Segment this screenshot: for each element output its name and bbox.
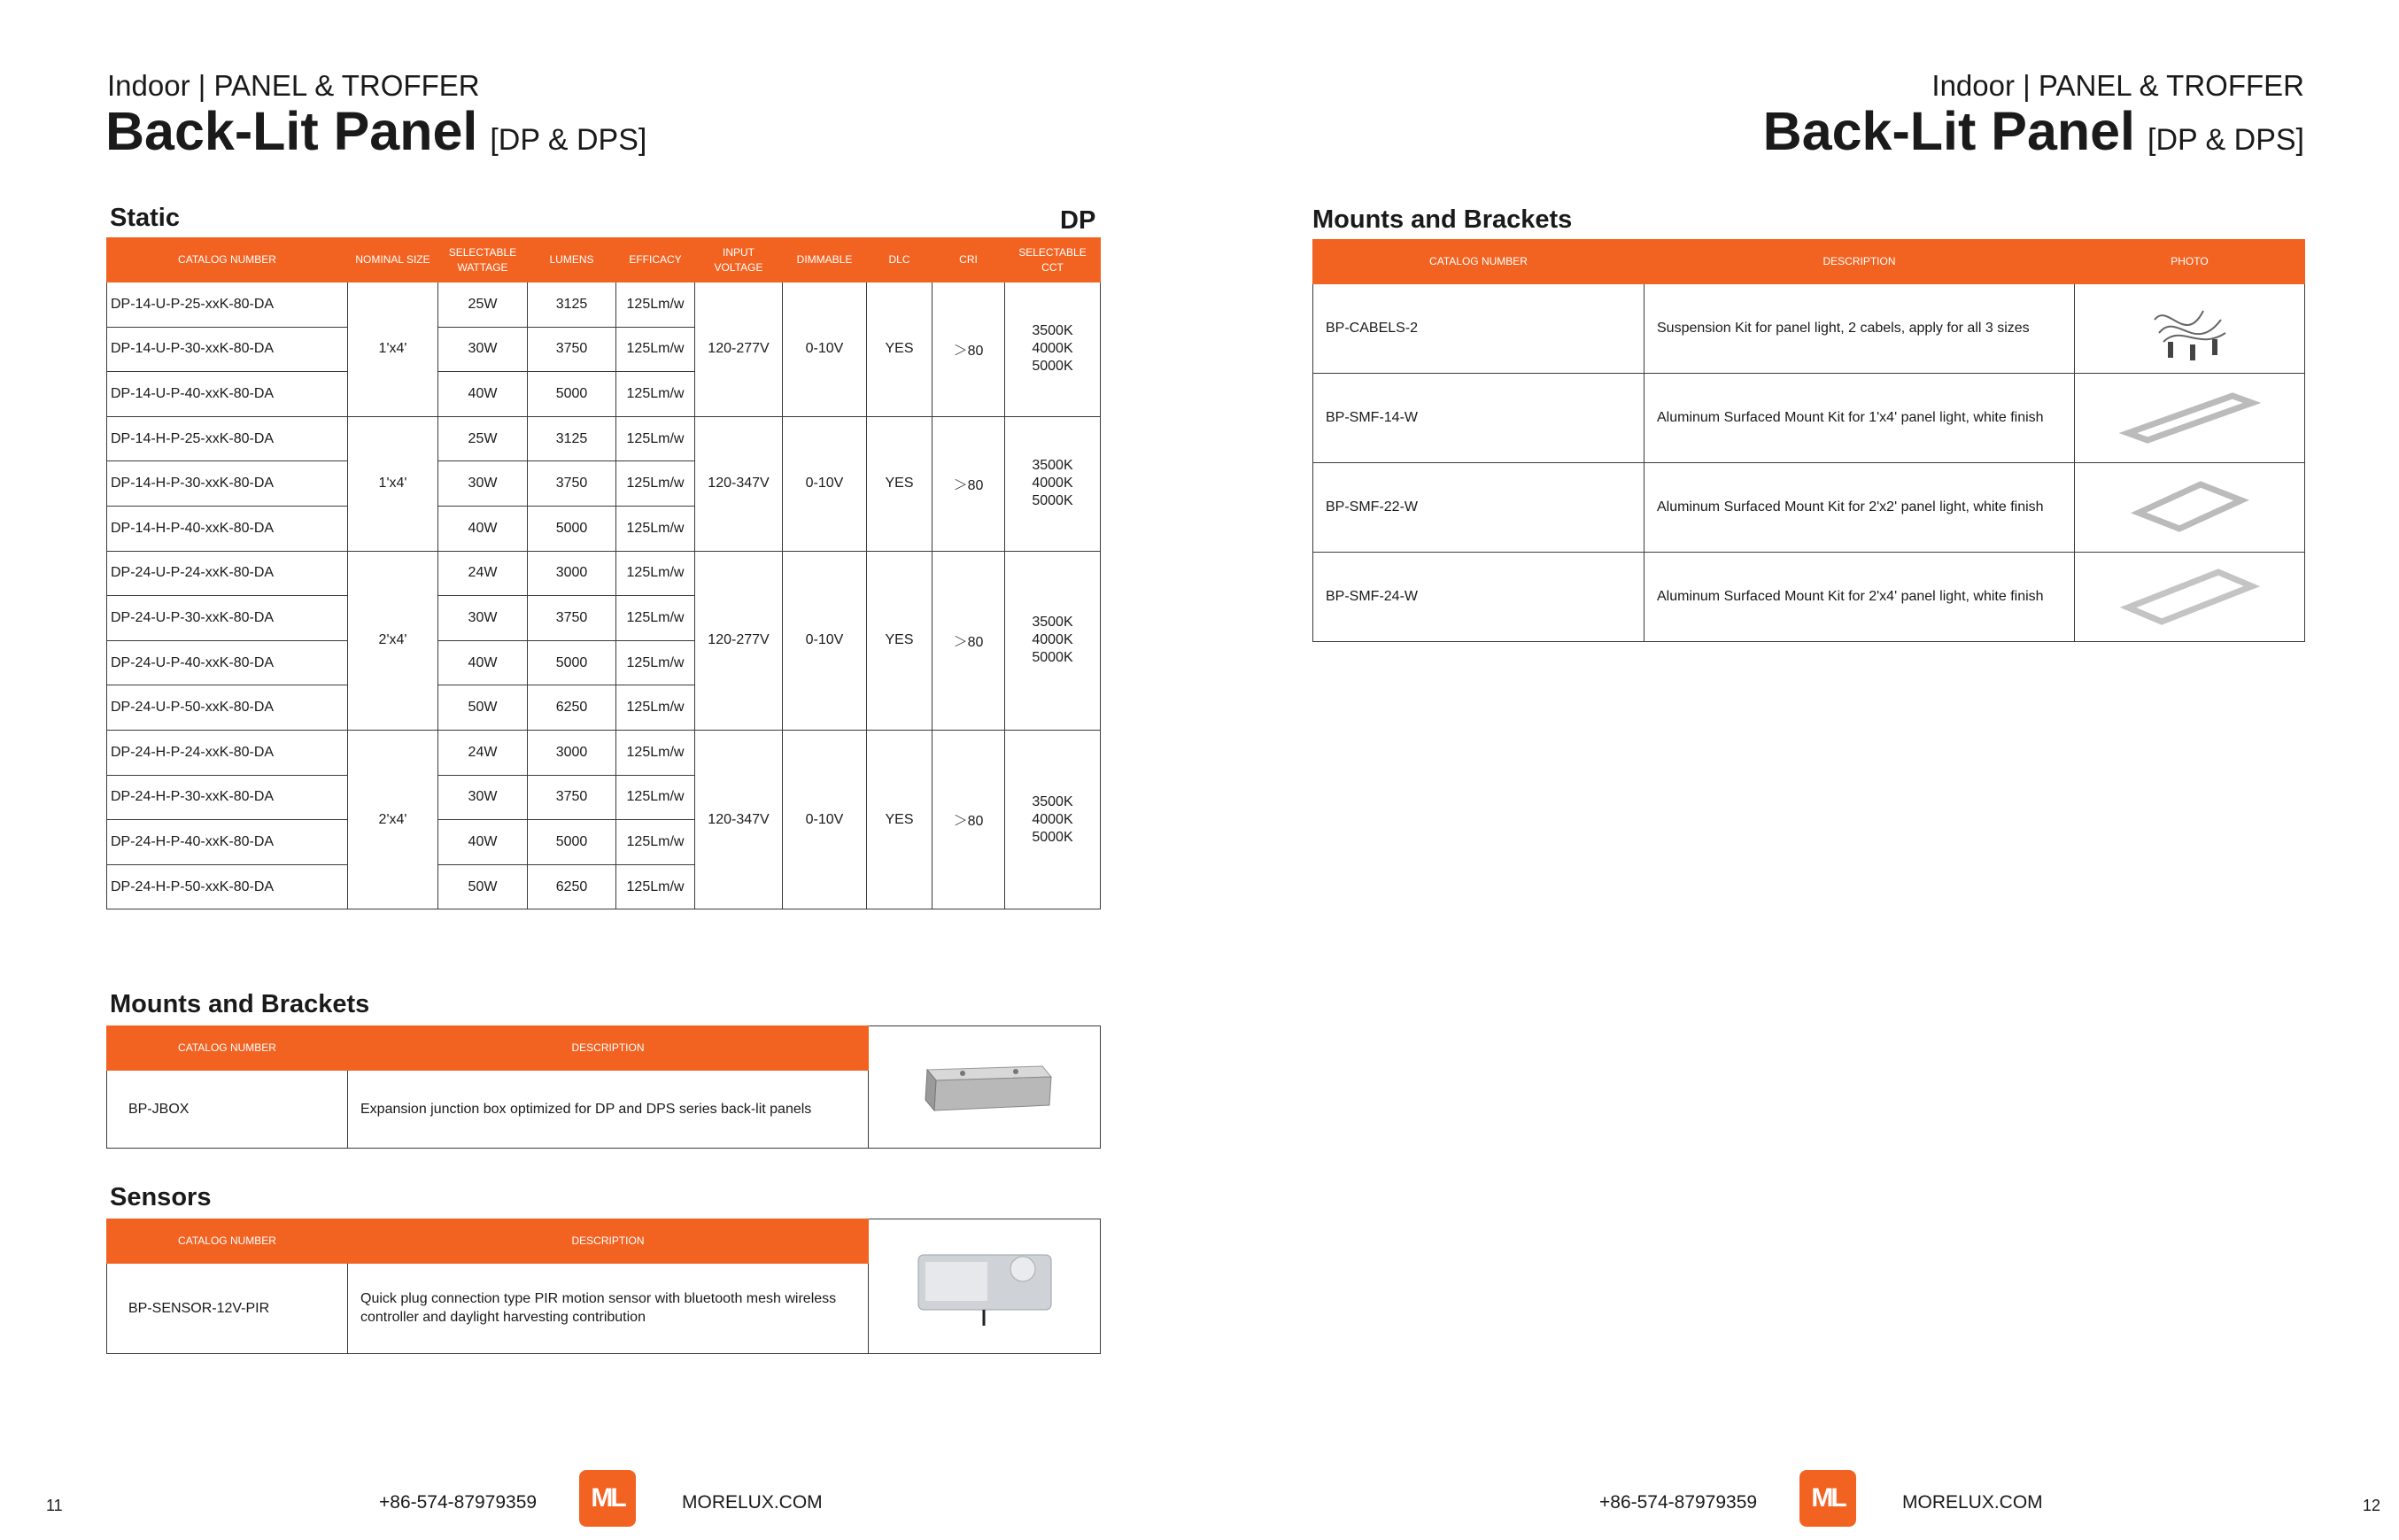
header-input-voltage: INPUT VOLTAGE — [695, 238, 783, 282]
lumens-cell: 6250 — [528, 685, 616, 731]
lumens-cell: 5000 — [528, 372, 616, 417]
wattage-cell: 24W — [438, 551, 528, 596]
left-subtitle: [DP & DPS] — [490, 123, 647, 157]
header-nominal-size: NOMINAL SIZE — [348, 238, 438, 282]
lumens-cell: 5000 — [528, 506, 616, 551]
header-description: DESCRIPTION — [1644, 240, 2075, 284]
left-category: Indoor | PANEL & TROFFER — [107, 69, 480, 102]
dlc-cell: YES — [867, 416, 933, 551]
lumens-cell: 3750 — [528, 775, 616, 820]
pir-sensor-image — [869, 1244, 1100, 1329]
header-selectable-cct: SELECTABLE CCT — [1005, 238, 1101, 282]
catalog-cell: DP-14-H-P-30-xxK-80-DA — [107, 461, 348, 507]
catalog-cell: BP-SENSOR-12V-PIR — [107, 1264, 348, 1354]
catalog-cell: DP-24-U-P-30-xxK-80-DA — [107, 596, 348, 641]
efficacy-cell: 125Lm/w — [616, 461, 695, 507]
efficacy-cell: 125Lm/w — [616, 596, 695, 641]
lumens-cell: 3750 — [528, 596, 616, 641]
header-dlc: DLC — [867, 238, 933, 282]
table-row — [1313, 284, 2305, 374]
cct-value: 5000K — [1032, 359, 1073, 375]
catalog-cell: DP-24-U-P-50-xxK-80-DA — [107, 685, 348, 731]
frame-2x4-image — [2075, 553, 2305, 642]
catalog-cell: DP-14-H-P-40-xxK-80-DA — [107, 506, 348, 551]
header-dimmable: DIMMABLE — [783, 238, 867, 282]
jbox-photo-cell — [869, 1026, 1101, 1149]
efficacy-cell: 125Lm/w — [616, 282, 695, 328]
catalog-cell: DP-14-H-P-25-xxK-80-DA — [107, 416, 348, 461]
dlc-cell: YES — [867, 551, 933, 730]
lumens-cell: 3000 — [528, 730, 616, 775]
lumens-cell: 3750 — [528, 461, 616, 507]
size-cell: 1'x4' — [348, 416, 438, 551]
catalog-cell: DP-14-U-P-30-xxK-80-DA — [107, 327, 348, 372]
size-cell: 2'x4' — [348, 730, 438, 909]
left-mounts-section-title: Mounts and Brackets — [110, 990, 370, 1018]
dp-label: DP — [1060, 206, 1096, 235]
description-cell: Aluminum Surfaced Mount Kit for 1'x4' panel light, white finish — [1644, 374, 2075, 463]
header-cri: CRI — [933, 238, 1005, 282]
catalog-cell: DP-14-U-P-25-xxK-80-DA — [107, 282, 348, 328]
header-description: DESCRIPTION — [348, 1026, 869, 1071]
description-cell: Quick plug connection type PIR motion sensor with bluetooth mesh wireless controller and daylight harvesting contribution — [348, 1264, 869, 1354]
cct-value: 3500K — [1032, 323, 1073, 339]
wattage-cell: 50W — [438, 685, 528, 731]
catalog-cell: DP-24-U-P-24-xxK-80-DA — [107, 551, 348, 596]
dimmable-cell: 0-10V — [783, 416, 867, 551]
cri-cell: ＞80 — [933, 416, 1005, 551]
cri-cell: ＞80 — [933, 551, 1005, 730]
dlc-cell: YES — [867, 282, 933, 417]
table-row — [107, 282, 1101, 328]
description-cell: Aluminum Surfaced Mount Kit for 2'x4' panel light, white finish — [1644, 553, 2075, 642]
efficacy-cell: 125Lm/w — [616, 730, 695, 775]
header-lumens: LUMENS — [528, 238, 616, 282]
efficacy-cell: 125Lm/w — [616, 864, 695, 909]
dimmable-cell: 0-10V — [783, 551, 867, 730]
wattage-cell: 24W — [438, 730, 528, 775]
wattage-cell: 40W — [438, 820, 528, 865]
wattage-cell: 30W — [438, 461, 528, 507]
cri-cell: ＞80 — [933, 730, 1005, 909]
header-catalog-number: CATALOG NUMBER — [107, 238, 348, 282]
efficacy-cell: 125Lm/w — [616, 640, 695, 685]
cct-value: 3500K — [1032, 458, 1073, 474]
catalog-cell: BP-SMF-24-W — [1313, 553, 1644, 642]
catalog-cell: BP-SMF-14-W — [1313, 374, 1644, 463]
static-section-title: Static — [110, 204, 180, 232]
right-mounts-table — [1312, 239, 2305, 642]
header-catalog-number: CATALOG NUMBER — [1313, 240, 1644, 284]
right-footer-website[interactable]: MORELUX.COM — [1902, 1492, 2043, 1513]
dimmable-cell: 0-10V — [783, 730, 867, 909]
left-title-text: Back-Lit Panel — [105, 101, 478, 161]
right-mounts-section-title: Mounts and Brackets — [1312, 205, 1573, 234]
cct-value: 4000K — [1032, 811, 1073, 827]
left-page-title — [105, 101, 647, 161]
wattage-cell: 30W — [438, 596, 528, 641]
wattage-cell: 40W — [438, 640, 528, 685]
efficacy-cell: 125Lm/w — [616, 372, 695, 417]
right-title-text: Back-Lit Panel — [1762, 101, 2135, 161]
wattage-cell: 40W — [438, 372, 528, 417]
catalog-cell: DP-24-U-P-40-xxK-80-DA — [107, 640, 348, 685]
catalog-cell: BP-SMF-22-W — [1313, 463, 1644, 553]
wattage-cell: 25W — [438, 282, 528, 328]
cable-kit-image — [2075, 284, 2305, 374]
header-photo: PHOTO — [2075, 240, 2305, 284]
cct-cell — [1005, 551, 1101, 730]
catalog-cell: DP-24-H-P-40-xxK-80-DA — [107, 820, 348, 865]
header-efficacy: EFFICACY — [616, 238, 695, 282]
wattage-cell: 30W — [438, 775, 528, 820]
right-subtitle: [DP & DPS] — [2147, 123, 2304, 157]
right-page-number: 12 — [2363, 1497, 2381, 1514]
wattage-cell: 40W — [438, 506, 528, 551]
left-footer-website[interactable]: MORELUX.COM — [682, 1492, 823, 1513]
size-cell: 1'x4' — [348, 282, 438, 417]
cct-value: 3500K — [1032, 615, 1073, 631]
frame-1x4-image — [2075, 374, 2305, 463]
cct-cell — [1005, 730, 1101, 909]
cct-value: 5000K — [1032, 650, 1073, 666]
morelux-logo — [579, 1470, 636, 1527]
right-footer-phone: +86-574-87979359 — [1599, 1492, 1758, 1513]
wattage-cell: 50W — [438, 864, 528, 909]
table-row — [1313, 374, 2305, 463]
description-cell: Aluminum Surfaced Mount Kit for 2'x2' panel light, white finish — [1644, 463, 2075, 553]
lumens-cell: 5000 — [528, 640, 616, 685]
left-footer-phone: +86-574-87979359 — [379, 1492, 538, 1513]
logo-text: ML — [591, 1483, 624, 1513]
catalog-cell: DP-24-H-P-24-xxK-80-DA — [107, 730, 348, 775]
efficacy-cell: 125Lm/w — [616, 820, 695, 865]
table-row — [107, 416, 1101, 461]
lumens-cell: 6250 — [528, 864, 616, 909]
sensors-table — [106, 1219, 1101, 1354]
header-catalog-number: CATALOG NUMBER — [107, 1219, 348, 1264]
efficacy-cell: 125Lm/w — [616, 685, 695, 731]
cct-cell — [1005, 282, 1101, 417]
table-row — [107, 551, 1101, 596]
right-mounts-header-row — [1313, 240, 2305, 284]
lumens-cell: 3000 — [528, 551, 616, 596]
voltage-cell: 120-277V — [695, 282, 783, 417]
efficacy-cell: 125Lm/w — [616, 775, 695, 820]
catalog-cell: DP-14-U-P-40-xxK-80-DA — [107, 372, 348, 417]
wattage-cell: 25W — [438, 416, 528, 461]
morelux-logo — [1799, 1470, 1856, 1527]
size-cell: 2'x4' — [348, 551, 438, 730]
lumens-cell: 3125 — [528, 282, 616, 328]
cct-cell — [1005, 416, 1101, 551]
frame-2x2-image — [2075, 463, 2305, 553]
lumens-cell: 5000 — [528, 820, 616, 865]
table-row — [1313, 553, 2305, 642]
header-selectable-wattage: SELECTABLE WATTAGE — [438, 238, 528, 282]
sensor-photo-cell — [869, 1219, 1101, 1354]
dlc-cell: YES — [867, 730, 933, 909]
table-row — [1313, 463, 2305, 553]
right-page-title — [1762, 101, 2304, 161]
catalog-cell: BP-JBOX — [107, 1071, 348, 1149]
logo-text: ML — [1811, 1483, 1845, 1513]
dimmable-cell: 0-10V — [783, 282, 867, 417]
efficacy-cell: 125Lm/w — [616, 551, 695, 596]
cct-value: 4000K — [1032, 341, 1073, 357]
wattage-cell: 30W — [438, 327, 528, 372]
description-cell: Expansion junction box optimized for DP and DPS series back-lit panels — [348, 1071, 869, 1149]
voltage-cell: 120-347V — [695, 416, 783, 551]
static-spec-table — [106, 237, 1101, 909]
efficacy-cell: 125Lm/w — [616, 327, 695, 372]
sensors-section-title: Sensors — [110, 1183, 212, 1211]
lumens-cell: 3125 — [528, 416, 616, 461]
header-description: DESCRIPTION — [348, 1219, 869, 1264]
cct-value: 3500K — [1032, 793, 1073, 809]
catalog-cell: BP-CABELS-2 — [1313, 284, 1644, 374]
left-page-number: 11 — [46, 1497, 63, 1514]
left-mounts-header-row — [107, 1026, 1101, 1071]
lumens-cell: 3750 — [528, 327, 616, 372]
cct-value: 5000K — [1032, 829, 1073, 845]
voltage-cell: 120-277V — [695, 551, 783, 730]
efficacy-cell: 125Lm/w — [616, 416, 695, 461]
cct-value: 4000K — [1032, 632, 1073, 648]
description-cell: Suspension Kit for panel light, 2 cabels, apply for all 3 sizes — [1644, 284, 2075, 374]
table-row — [107, 730, 1101, 775]
header-catalog-number: CATALOG NUMBER — [107, 1026, 348, 1071]
sensors-header-row — [107, 1219, 1101, 1264]
efficacy-cell: 125Lm/w — [616, 506, 695, 551]
cct-value: 5000K — [1032, 493, 1073, 509]
right-category: Indoor | PANEL & TROFFER — [1931, 69, 2304, 102]
static-header-row — [107, 238, 1101, 282]
cri-cell: ＞80 — [933, 282, 1005, 417]
junction-box-image — [869, 1052, 1100, 1123]
cct-value: 4000K — [1032, 476, 1073, 491]
catalog-cell: DP-24-H-P-50-xxK-80-DA — [107, 864, 348, 909]
catalog-cell: DP-24-H-P-30-xxK-80-DA — [107, 775, 348, 820]
left-mounts-table — [106, 1025, 1101, 1149]
voltage-cell: 120-347V — [695, 730, 783, 909]
